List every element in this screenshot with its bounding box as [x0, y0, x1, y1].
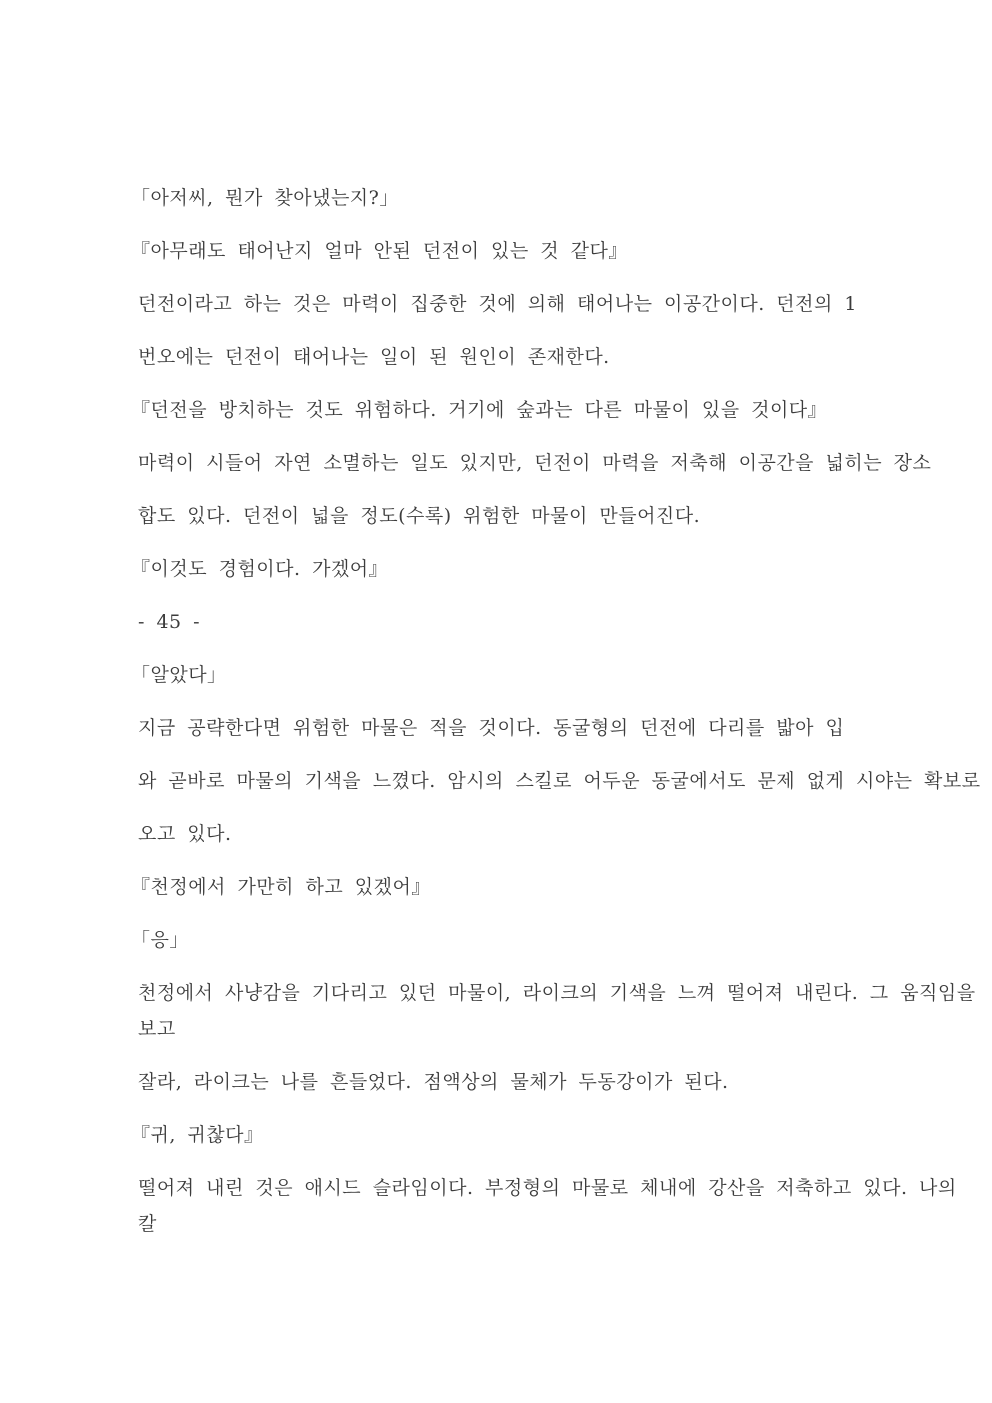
narrative-line: 지금 공략한다면 위험한 마물은 적을 것이다. 동굴형의 던전에 다리를 밟아 입 — [138, 717, 845, 739]
narrative-line: 번오에는 던전이 태어나는 일이 된 원인이 존재한다. — [138, 346, 610, 368]
narrative-line: 와 곧바로 마물의 기색을 느꼈다. 암시의 스킬로 어두운 동굴에서도 문제 없게 시야는 확보로 — [138, 770, 981, 792]
dialogue-line: 『천정에서 가만히 하고 있겠어』 — [131, 876, 431, 898]
dialogue-line: 『귀, 귀찮다』 — [131, 1124, 264, 1146]
text-content — [131, 180, 981, 1242]
narrative-line: 잘라, 라이크는 나를 흔들었다. 점액상의 물체가 두동강이가 된다. — [138, 1071, 729, 1093]
narrative-line: 보고 — [138, 1018, 176, 1040]
page-number-line: - 45 - — [138, 611, 201, 633]
narrative-line: 칼 — [138, 1213, 157, 1235]
narrative-line: 떨어져 내린 것은 애시드 슬라임이다. 부정형의 마물로 체내에 강산을 저축하고 있다. 나의 — [138, 1177, 957, 1199]
narrative-line: 마력이 시들어 자연 소멸하는 일도 있지만, 던전이 마력을 저축해 이공간을 넓히는 장소 — [138, 452, 932, 474]
narrative-line: 천정에서 사냥감을 기다리고 있던 마물이, 라이크의 기색을 느껴 떨어져 내린다. 그 움직임을 — [138, 982, 976, 1004]
dialogue-line: 「알았다」 — [131, 664, 227, 686]
dialogue-line: 「응」 — [131, 929, 189, 951]
dialogue-line: 「아저씨, 뭔가 찾아냈는지?」 — [131, 187, 399, 209]
narrative-line: 합도 있다. 던전이 넓을 정도(수록) 위험한 마물이 만들어진다. — [138, 505, 701, 527]
dialogue-line: 『이것도 경험이다. 가겠어』 — [131, 558, 389, 580]
narrative-line: 던전이라고 하는 것은 마력이 집중한 것에 의해 태어나는 이공간이다. 던전의 1 — [138, 293, 857, 315]
dialogue-line: 『던전을 방치하는 것도 위험하다. 거기에 숲과는 다른 마물이 있을 것이다』 — [131, 399, 828, 421]
narrative-line: 오고 있다. — [138, 823, 232, 845]
dialogue-line: 『아무래도 태어난지 얼마 안된 던전이 있는 것 같다』 — [131, 240, 628, 262]
